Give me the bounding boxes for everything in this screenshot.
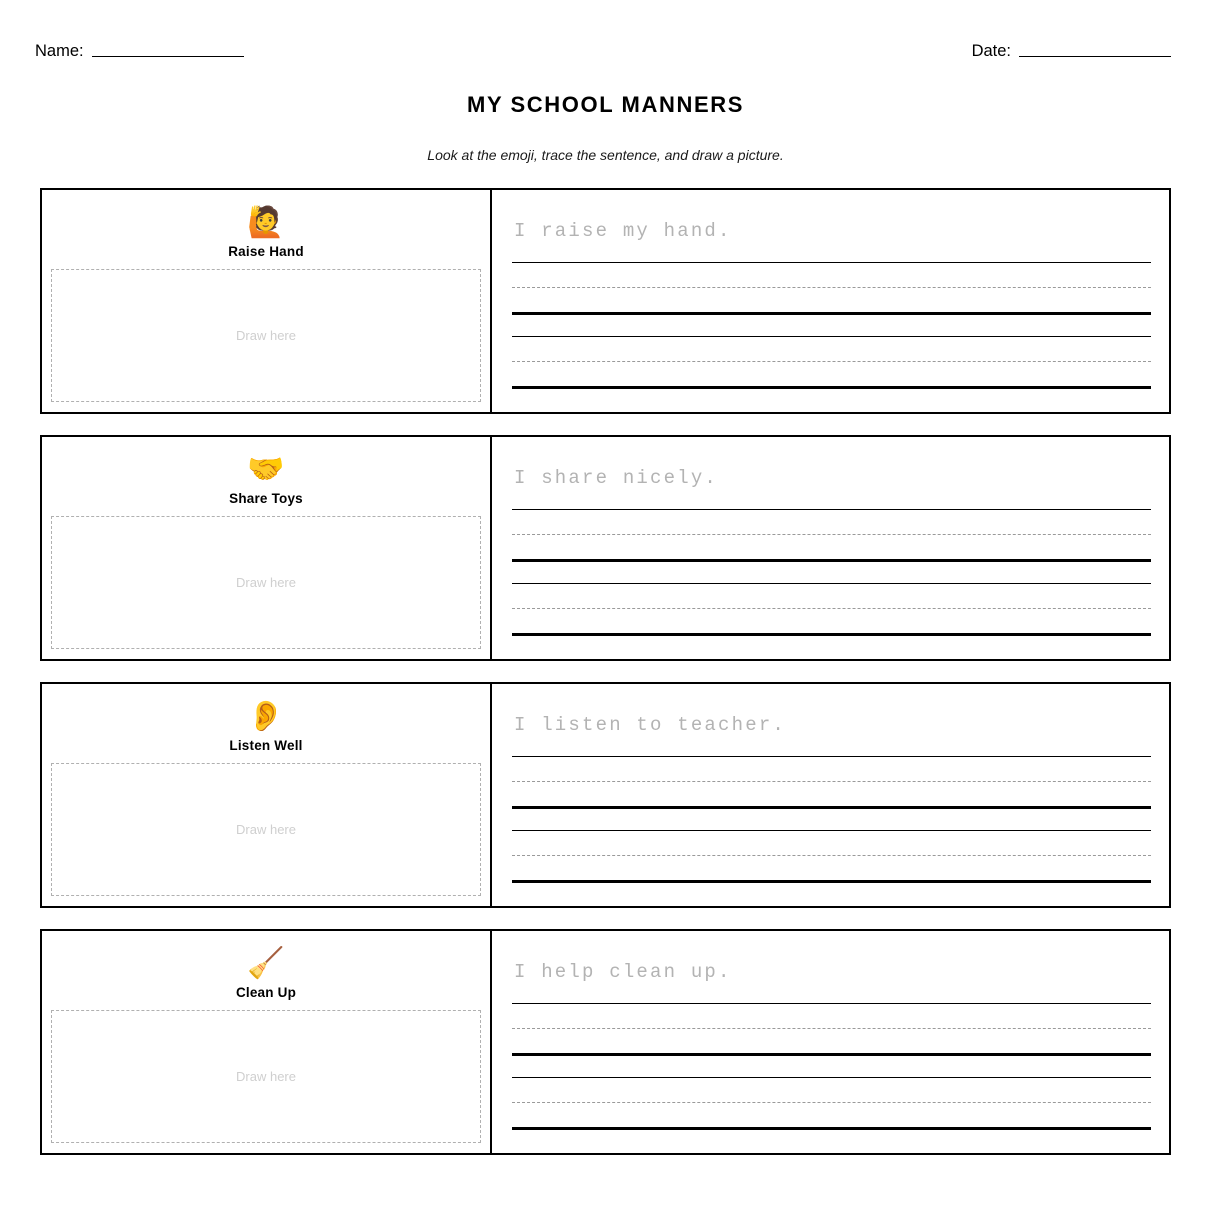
handwriting-rules [512,509,1151,636]
rule-baseline [512,386,1151,389]
person-raising-hand-emoji: 🙋 [247,206,285,239]
manner-prompt-panel [42,190,492,412]
draw-here-hint: Draw here [236,575,296,590]
handshake-emoji: 🤝 [247,453,285,486]
handwriting-panel [492,437,1169,659]
handwriting-panel [492,684,1169,906]
rule-baseline [512,633,1151,636]
manner-card [40,188,1171,414]
manner-prompt-panel [42,437,492,659]
drawing-area[interactable] [51,516,481,649]
student-info-row [35,36,1171,60]
draw-here-hint: Draw here [236,1069,296,1084]
handwriting-rules [512,756,1151,883]
drawing-area[interactable] [51,269,481,402]
handwriting-panel [492,190,1169,412]
draw-here-hint: Draw here [236,328,296,343]
manner-prompt-panel [42,684,492,906]
rule-baseline [512,880,1151,883]
broom-emoji: 🧹 [247,947,285,980]
manner-label: Clean Up [235,985,297,1000]
name-field[interactable] [35,42,244,60]
drawing-area[interactable] [51,763,481,896]
draw-here-hint: Draw here [236,822,296,837]
trace-sentence: I help clean up. [514,961,732,983]
name-write-line[interactable] [92,56,244,57]
page-subtitle: Look at the emoji, trace the sentence, and draw a picture. [427,147,784,163]
date-write-line[interactable] [1019,56,1171,57]
name-label: Name: [35,42,84,60]
date-field[interactable] [972,42,1171,60]
handwriting-panel [492,931,1169,1153]
rule-baseline [512,1127,1151,1130]
handwriting-rules [512,262,1151,389]
trace-sentence: I share nicely. [514,467,719,489]
manner-label: Share Toys [229,491,303,506]
manner-label: Listen Well [229,738,303,753]
trace-sentence: I raise my hand. [514,220,732,242]
drawing-area[interactable] [51,1010,481,1143]
manner-prompt-panel [42,931,492,1153]
manner-label: Raise Hand [228,244,304,259]
manner-card [40,435,1171,661]
manner-card [40,682,1171,908]
manner-card [40,929,1171,1155]
date-label: Date: [971,42,1011,60]
manners-card-list [40,188,1171,1155]
handwriting-rules [512,1003,1151,1130]
page-title: MY SCHOOL MANNERS [467,92,744,117]
trace-sentence: I listen to teacher. [514,714,787,736]
ear-emoji: 👂 [247,700,285,733]
